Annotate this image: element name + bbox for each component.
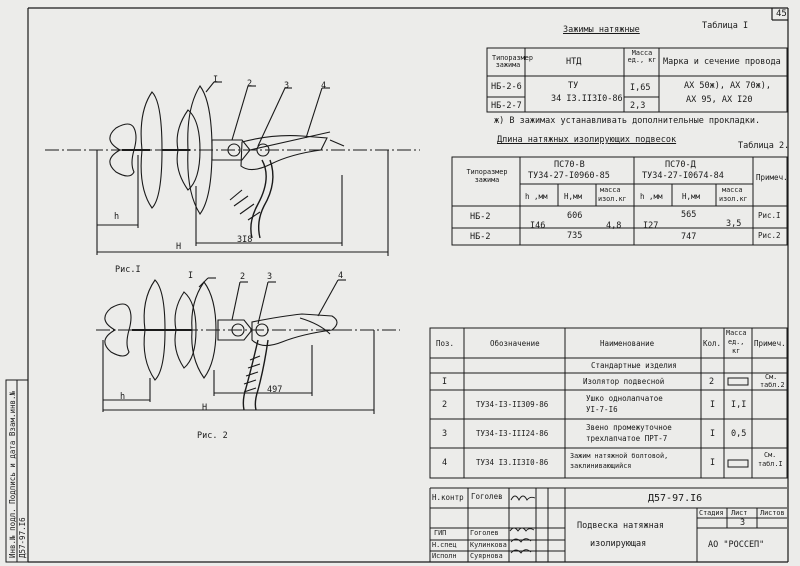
fig1-dim-318: 3I8	[237, 235, 253, 245]
stamp-sheets-label: Листов	[760, 509, 785, 517]
spec-row2-mass: I,I	[731, 400, 747, 410]
table2-row1-size: НБ-2	[470, 212, 491, 222]
spec-row1-note-l2: табл.2	[760, 381, 785, 389]
table1-header-ntd: НТД	[566, 57, 582, 67]
stamp-role-nspec: Н.спец	[432, 541, 457, 549]
table1-row2-mass: 2,3	[630, 101, 646, 111]
table1-wire-line2: АХ 95, АХ I20	[686, 95, 753, 105]
table1-header-wire: Марка и сечение провода	[663, 57, 781, 67]
table1-row1-size: НБ-2-6	[491, 82, 522, 92]
table2-caption: Длина натяжных изолирующих подвесок	[497, 135, 677, 145]
spec-row4-name-l1: Зажим натяжной болтовой,	[570, 452, 669, 460]
fig1-label-4: 4	[321, 81, 327, 91]
table2-label: Таблица 2.	[738, 141, 790, 151]
table1-label: Таблица I	[702, 21, 749, 31]
spec-row4-note-l2: табл.I	[758, 460, 783, 468]
table2-row1-H2: 565	[681, 210, 697, 220]
spec-row3-pos: 3	[442, 429, 448, 439]
signatures	[510, 496, 535, 553]
stamp-title-line1: Подвеска натяжная	[577, 521, 664, 531]
table2-sub-mass2-l1: масса	[722, 186, 743, 194]
stamp-sheet-number: 3	[740, 518, 746, 528]
spec-row2-name-l2: УI-7-I6	[586, 405, 618, 414]
table1-row2-size: НБ-2-7	[491, 101, 522, 111]
stamp-name-1: Гоголев	[470, 529, 499, 537]
table1-row1-mass: I,65	[630, 83, 651, 93]
table1-ntd-line1: ТУ	[568, 81, 579, 91]
spec-header-mass-l3: кг	[732, 347, 741, 355]
stamp-role-ispoln: Исполн	[432, 552, 457, 560]
table2-sub-mass1-l2: изол.кг	[598, 195, 627, 203]
spec-row4-note-l1: См.	[764, 451, 777, 459]
margin-inventory-text: Инв.№ подл. Подпись и дата Взам.инв.№	[8, 390, 17, 558]
table2-row2-size: НБ-2	[470, 232, 491, 242]
fig2-label-4: 4	[338, 271, 344, 281]
table2-h1: I46	[530, 221, 546, 231]
stamp-doc-code: Д57-97.I6	[648, 493, 703, 504]
table1-header-size: Типоразмер зажима	[492, 54, 533, 70]
table2-header-note: Примеч.	[756, 173, 788, 182]
table2-sub-mass1-l1: масса	[600, 186, 621, 194]
fig1-label-2: 2	[247, 79, 253, 89]
spec-row3-name-l1: Звено промежуточное	[586, 423, 672, 432]
spec-row4-name-l2: заклинивающийся	[570, 462, 632, 470]
fig2-label-1: I	[188, 271, 194, 281]
fig2-dim-H: Н	[202, 403, 208, 413]
spec-row3-qty: I	[710, 429, 716, 439]
spec-header-mass-l1: Масса	[726, 329, 747, 337]
table2-sub-h1: h ,мм	[525, 192, 548, 201]
stamp-name-3: Суярнова	[470, 552, 503, 560]
spec-header-mass-l2: ед.,	[728, 338, 745, 346]
fig1-caption: Рис.I	[115, 265, 141, 275]
table1-wire-line1: АХ 50ж), АХ 70ж),	[684, 81, 771, 91]
stamp-org: АО "РОССЕП"	[708, 540, 765, 550]
table2-row2-note: Рис.2	[758, 231, 781, 240]
table1-ntd-line2: 34 I3.II3I0-86	[551, 94, 623, 104]
table2-row2-H2: 747	[681, 232, 697, 242]
fig1-label-1: I	[213, 75, 219, 85]
table2-sub-H2: Н,мм	[682, 192, 701, 201]
spec-row2-pos: 2	[442, 400, 448, 410]
spec-row1-note-l1: См.	[765, 373, 778, 381]
spec-row4-pos: 4	[442, 458, 448, 468]
figure2-drawing	[96, 278, 400, 414]
table2-sub-mass2-l2: изол.кг	[719, 195, 748, 203]
spec-section: Стандартные изделия	[591, 361, 677, 370]
spec-header-qty: Кол.	[703, 339, 722, 348]
stamp-sheet-label: Лист	[731, 509, 748, 517]
spec-header-pos: Поз.	[436, 339, 455, 348]
table1-footnote: ж) В зажимах устанавливать дополнительные прокладки.	[494, 116, 761, 126]
stamp-stage-label: Стадия	[699, 509, 724, 517]
stamp-nkontr-name: Гоголев	[471, 492, 503, 501]
spec-row2-name-l1: Ушко однолапчатое	[586, 394, 663, 403]
fig2-label-2: 2	[240, 272, 246, 282]
table2-row2-H1: 735	[567, 231, 583, 241]
stamp-name-2: Кулинкова	[470, 541, 507, 549]
spec-row3-mass: 0,5	[731, 429, 747, 439]
spec-row1-pos: I	[442, 377, 448, 387]
spec-row4-code: ТУ34 I3.II3I0-86	[476, 458, 549, 467]
spec-header-code: Обозначение	[490, 339, 540, 348]
spec-header-note: Примеч.	[754, 339, 786, 348]
stamp-title-line2: изолирующая	[590, 539, 647, 549]
table2-m2: 3,5	[726, 219, 742, 229]
table2-group2-line1: ПС70-Д	[665, 160, 696, 170]
spec-row3-code: ТУ34-I3-III24-86	[476, 429, 549, 438]
spec-header-name: Наименование	[600, 339, 655, 348]
table2-group1-line2: ТУ34-27-I0960-85	[528, 171, 610, 181]
table2-h2: I27	[643, 221, 659, 231]
stamp-nkontr-label: Н.контр	[432, 493, 464, 502]
spec-row2-code: ТУ34-I3-II309-86	[476, 400, 549, 409]
table2-header-size: Типоразмер зажима	[466, 168, 508, 185]
spec-row2-qty: I	[710, 400, 716, 410]
stamp-role-gip: ГИП	[434, 529, 447, 537]
table2-row1-H1: 606	[567, 211, 583, 221]
table1-header-mass: Масса ед., кг	[627, 49, 657, 65]
figure1-drawing	[45, 79, 420, 256]
fig1-label-3: 3	[284, 81, 290, 91]
fig1-dim-h: h	[114, 212, 120, 222]
spec-row3-name-l2: трехлапчатое ПРТ-7	[586, 434, 668, 443]
spec-row1-qty: 2	[709, 377, 715, 387]
table2-sub-H1: Н,мм	[564, 192, 583, 201]
spec-row4-qty: I	[710, 458, 716, 468]
table2-row1-note: Рис.I	[758, 211, 781, 220]
fig2-label-3: 3	[267, 272, 273, 282]
page-number: 45	[776, 9, 787, 19]
table2-group1-line1: ПС70-В	[554, 160, 585, 170]
spec-row1-name: Изолятор подвесной	[583, 377, 665, 386]
fig2-caption: Рис. 2	[197, 431, 228, 441]
fig2-dim-h: h	[120, 392, 126, 402]
table2-group2-line2: ТУ34-27-I0674-84	[642, 171, 724, 181]
margin-doc-code: Д57-97.I6	[18, 517, 27, 558]
fig1-dim-H: Н	[176, 242, 182, 252]
table2-sub-h2: h ,мм	[640, 192, 663, 201]
fig2-dim-497: 497	[267, 385, 283, 395]
table1-caption: Зажимы натяжные	[563, 25, 640, 35]
table2-m1: 4,8	[606, 221, 622, 231]
